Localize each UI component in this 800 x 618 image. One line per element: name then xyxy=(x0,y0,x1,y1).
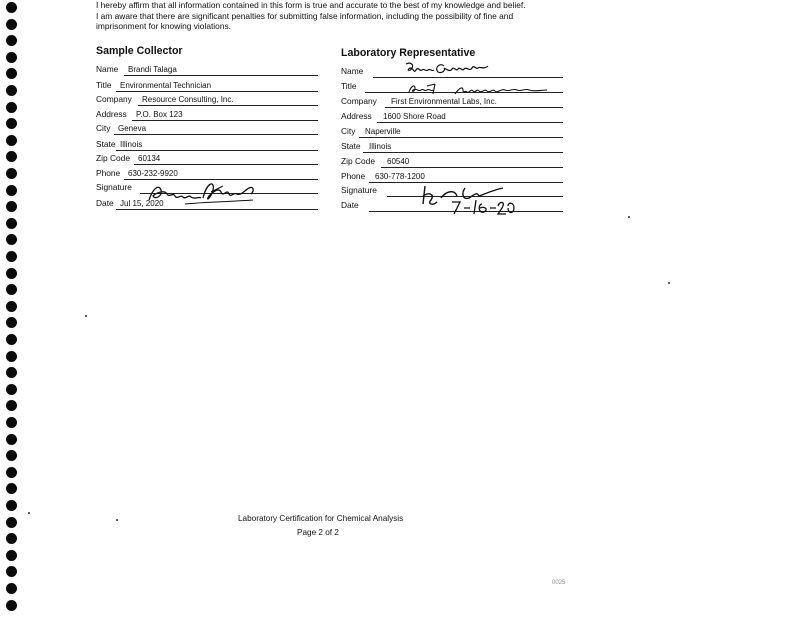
binder-hole xyxy=(6,218,17,229)
binder-hole xyxy=(6,251,17,262)
field-underline xyxy=(124,75,318,76)
binder-hole xyxy=(6,500,17,511)
field-label: Signature xyxy=(341,185,377,195)
binder-hole xyxy=(6,334,17,345)
field-value: Brandi Talaga xyxy=(128,65,177,74)
binder-hole xyxy=(6,135,17,146)
lab-representative-heading: Laboratory Representative xyxy=(341,47,476,59)
form-field-title xyxy=(96,78,318,92)
field-underline xyxy=(381,167,563,168)
field-value: Naperville xyxy=(365,127,401,136)
binder-hole xyxy=(6,317,17,328)
binder-hole xyxy=(6,434,17,445)
collector-signature-image xyxy=(145,178,260,210)
form-field-state xyxy=(96,137,318,151)
binder-hole xyxy=(6,35,17,46)
form-title-footer: Laboratory Certification for Chemical Analysis xyxy=(238,514,404,523)
binder-hole xyxy=(6,268,17,279)
field-underline xyxy=(114,134,318,135)
form-field-name xyxy=(96,62,318,76)
field-underline xyxy=(363,152,563,153)
affirmation-line: I hereby affirm that all information contained in this form is true and accurate to the best of my knowledge and belief. xyxy=(96,0,526,10)
binder-hole xyxy=(6,102,17,113)
field-label: City xyxy=(341,126,356,136)
affirmation-line: I am aware that there are significant penalties for submitting false information, including the possibility of fine and xyxy=(96,10,514,21)
field-label: State xyxy=(96,139,116,149)
binder-hole xyxy=(6,467,17,478)
field-label: Phone xyxy=(96,168,121,178)
scan-speck xyxy=(85,315,87,317)
form-field-zip-code xyxy=(341,154,563,168)
affirmation-statement xyxy=(96,0,566,32)
binder-hole xyxy=(6,19,17,30)
field-label: Date xyxy=(96,198,114,208)
field-value: Illinois xyxy=(369,142,392,151)
lab-title-handwriting xyxy=(405,82,555,98)
binder-hole xyxy=(6,517,17,528)
field-label: Title xyxy=(96,80,112,90)
field-label: Signature xyxy=(96,182,132,192)
field-label: Zip Code xyxy=(96,153,130,163)
field-label: Company xyxy=(341,96,377,106)
field-value: Resource Consulting, Inc. xyxy=(142,95,234,104)
field-label: Company xyxy=(96,94,132,104)
field-underline xyxy=(138,105,318,106)
binder-hole xyxy=(6,450,17,461)
field-value: P.O. Box 123 xyxy=(136,110,183,119)
field-value: 630-232-9920 xyxy=(128,169,178,178)
scan-speck xyxy=(628,216,630,218)
binder-hole xyxy=(6,118,17,129)
field-value: First Environmental Labs, Inc. xyxy=(391,97,497,106)
binder-hole xyxy=(6,417,17,428)
binder-hole xyxy=(6,151,17,162)
binder-hole xyxy=(6,351,17,362)
form-field-address xyxy=(96,107,318,121)
binder-hole xyxy=(6,367,17,378)
binder-hole xyxy=(6,301,17,312)
form-field-city xyxy=(96,121,318,135)
field-value: 60540 xyxy=(387,157,410,166)
form-field-company xyxy=(96,92,318,106)
field-value: Illinois xyxy=(120,140,143,149)
binder-hole xyxy=(6,68,17,79)
field-underline xyxy=(134,164,318,165)
field-label: City xyxy=(96,123,111,133)
binder-hole xyxy=(6,483,17,494)
lab-date-handwriting xyxy=(446,196,516,218)
affirmation-line: imprisonment for knowing violations. xyxy=(96,21,231,31)
field-underline xyxy=(385,107,563,108)
binder-holes xyxy=(6,0,18,618)
binder-hole xyxy=(6,566,17,577)
field-value: 630-778-1200 xyxy=(375,172,425,181)
field-label: Address xyxy=(96,109,127,119)
binder-hole xyxy=(6,201,17,212)
field-underline xyxy=(359,137,563,138)
binder-hole xyxy=(6,234,17,245)
binder-hole xyxy=(6,185,17,196)
binder-hole xyxy=(6,583,17,594)
field-value: Jul 15, 2020 xyxy=(120,199,164,208)
binder-hole xyxy=(6,400,17,411)
field-label: Name xyxy=(341,66,364,76)
scan-speck xyxy=(668,282,670,284)
form-field-address xyxy=(341,109,563,123)
field-label: Date xyxy=(341,200,359,210)
binder-hole xyxy=(6,600,17,611)
lab-name-handwriting xyxy=(400,60,500,78)
binder-hole xyxy=(6,52,17,63)
form-field-city xyxy=(341,124,563,138)
field-label: Zip Code xyxy=(341,156,375,166)
field-underline xyxy=(377,122,563,123)
field-label: Address xyxy=(341,111,372,121)
binder-hole xyxy=(6,533,17,544)
sample-collector-heading: Sample Collector xyxy=(96,45,183,57)
scan-speck xyxy=(116,519,118,521)
binder-hole xyxy=(6,2,17,13)
page-number: Page 2 of 2 xyxy=(297,528,339,537)
field-label: Name xyxy=(96,64,119,74)
field-value: 1600 Shore Road xyxy=(383,112,446,121)
field-value: 60134 xyxy=(138,154,161,163)
field-value: Geneva xyxy=(118,124,147,133)
binder-hole xyxy=(6,384,17,395)
scan-speck xyxy=(28,512,30,514)
field-value: Environmental Technician xyxy=(120,81,212,90)
page-stamp: 0025 xyxy=(552,580,566,586)
binder-hole xyxy=(6,550,17,561)
binder-hole xyxy=(6,284,17,295)
field-label: State xyxy=(341,141,361,151)
field-label: Phone xyxy=(341,171,366,181)
binder-hole xyxy=(6,168,17,179)
binder-hole xyxy=(6,85,17,96)
form-field-state xyxy=(341,139,563,153)
form-field-zip-code xyxy=(96,151,318,165)
field-label: Title xyxy=(341,81,357,91)
